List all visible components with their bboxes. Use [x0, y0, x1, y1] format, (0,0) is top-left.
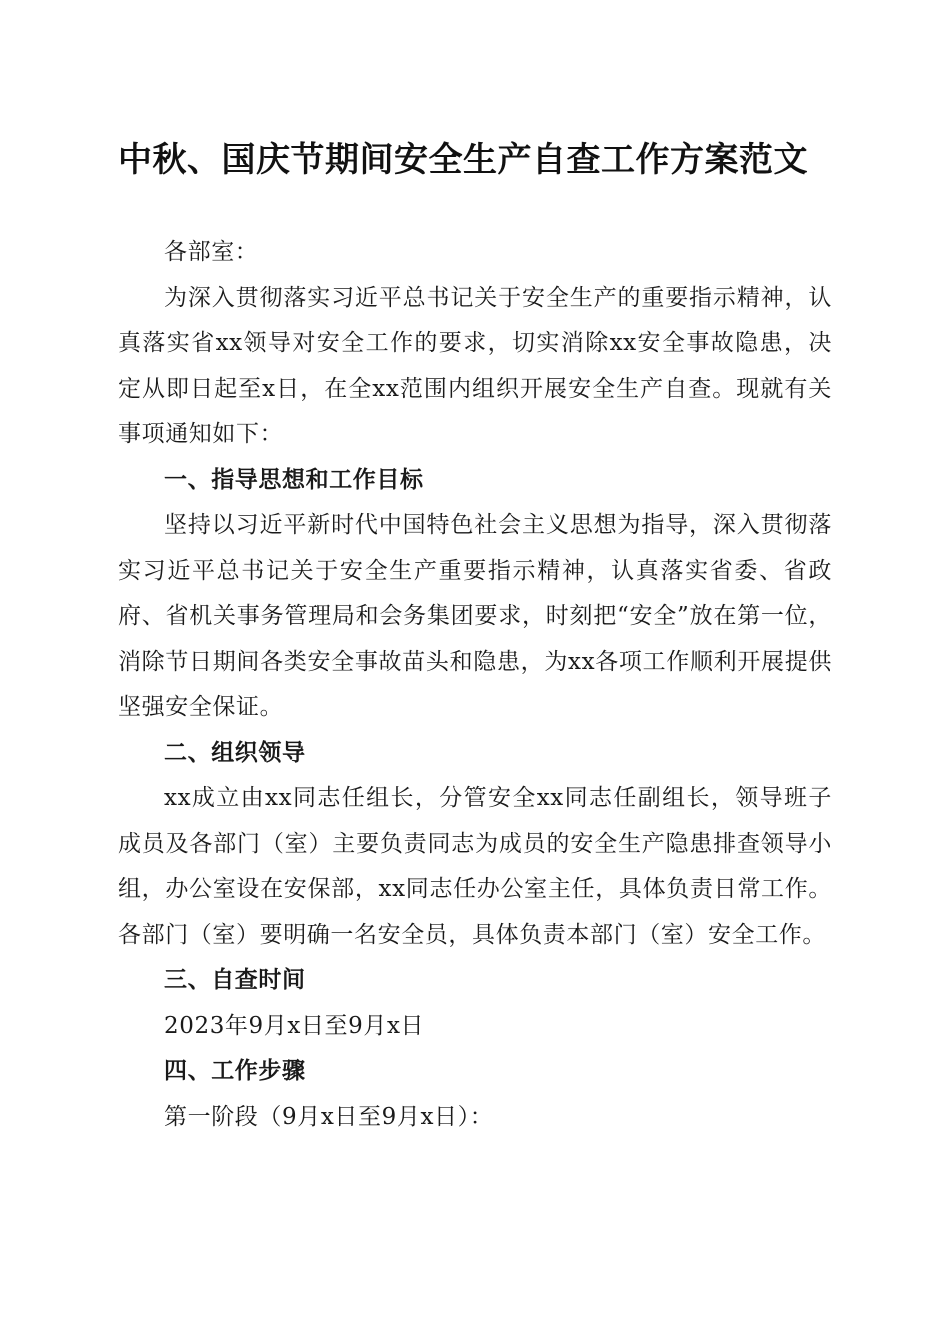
section-heading-inspection-time: 三、自查时间: [164, 967, 306, 993]
section-text-organization: xx成立由xx同志任组长，分管安全xx同志任副组长，领导班子成员及各部门（室）主要负责同志为成员的安全生产隐患排查领导小组，办公室设在安保部，xx同志任办公室主任，具体负责日常工作。各部门（室）要明确一名安全员，具体负责本部门（室）安全工作。: [118, 785, 832, 948]
intro-paragraph: 为深入贯彻落实习近平总书记关于安全生产的重要指示精神，认真落实省xx领导对安全工作的要求，切实消除xx安全事故隐患，决定从即日起至x日，在全xx范围内组织开展安全生产自查。现就有关事项通知如下：: [118, 284, 832, 447]
section-heading-organization: 二、组织领导: [164, 739, 306, 766]
document-body: [118, 230, 832, 1140]
section-text-guiding-ideology: 坚持以习近平新时代中国特色社会主义思想为指导，深入贯彻落实习近平总书记关于安全生产重要指示精神，认真落实省委、省政府、省机关事务管理局和会务集团要求，时刻把“安全”放在第一位，消除节日期间各类安全事故苗头和隐患，为xx各项工作顺利开展提供坚强安全保证。: [118, 512, 832, 720]
salutation: 各部室：: [164, 239, 259, 265]
section-text-inspection-time: 2023年9月x日至9月x日: [164, 1012, 425, 1039]
section-heading-work-steps: 四、工作步骤: [164, 1058, 306, 1084]
document-title: 中秋、国庆节期间安全生产自查工作方案范文: [118, 140, 808, 180]
section-heading-guiding-ideology: 一、指导思想和工作目标: [164, 466, 424, 493]
section-text-work-steps: 第一阶段（9月x日至9月x日）：: [164, 1103, 494, 1130]
